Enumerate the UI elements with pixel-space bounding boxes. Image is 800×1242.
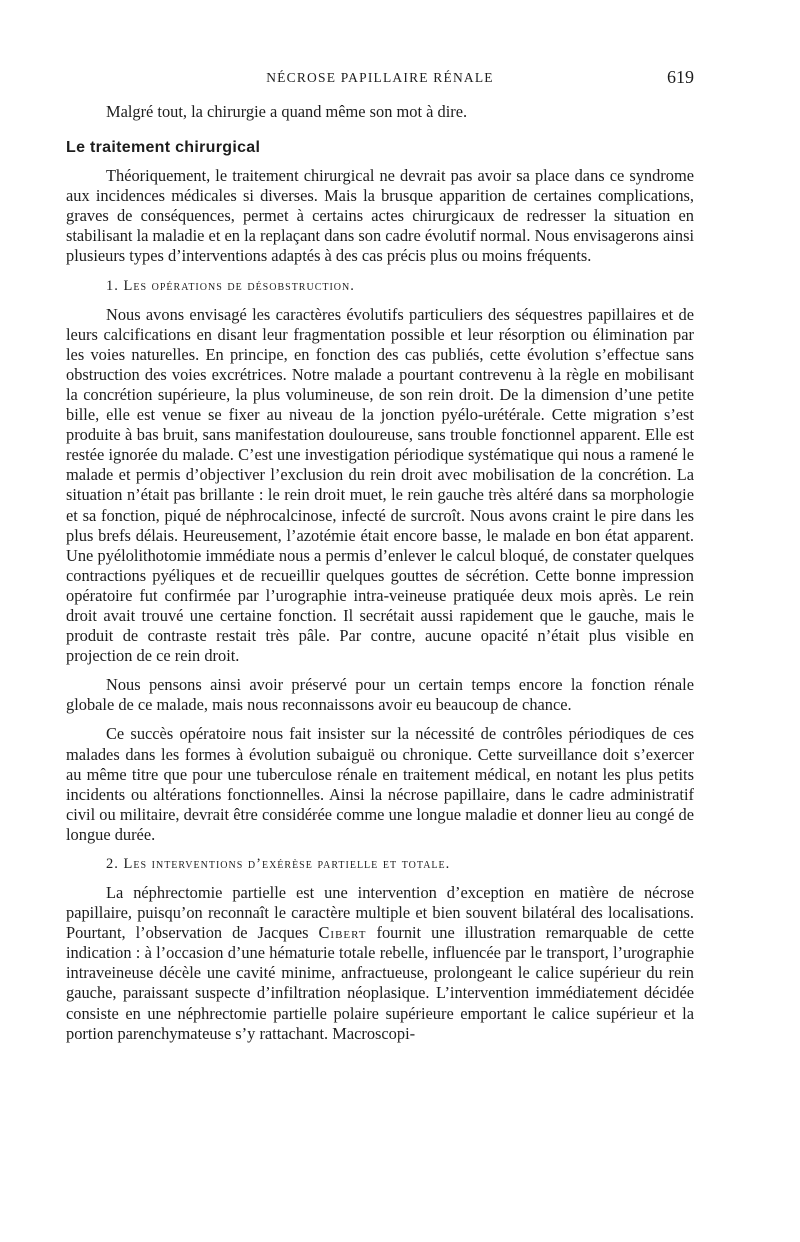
- author-name: Cibert: [318, 923, 367, 943]
- subsection-1-title: 1. Les opérations de désobstruction.: [106, 277, 355, 294]
- section-title: Le traitement chirurgical: [66, 139, 261, 157]
- page-number: 619: [667, 67, 694, 87]
- subsection-1-paragraph-3: Ce succès opératoire nous fait insister sur la nécessité de contrôles périodiques de ces malades dans les formes à évolution subaiguë ou chronique. Cette surveillance doit s’exercer au même titre que pour une tuberculose rénale en traitement médical, en notant les plus petits incidents ou altérations fonctionnelles. Ainsi la nécrose papillaire, dans le cadre administratif civil ou militaire, devrait être considérée comme une longue maladie et donner lieu au congé de longue durée.: [66, 724, 694, 844]
- paragraph-text-end: fournit une illustration remarquable de cette indication : à l’occasion d’une hématurie totale rebelle, influencée par le transport, l’urographie intraveineuse décèle une cavité minime, anfractueuse, prolongeant le calice supérieur du rein gauche, paraissant suspecte d’infiltration néoplasique. L’intervention immédiatement décidée consiste en une néphrectomie partielle polaire supérieure emportant le calice supérieur et la portion parenchymateuse s’y rattachant. Macroscopi-: [66, 923, 694, 1043]
- subsection-2-title: 2. Les interventions d’exérèse partielle et totale.: [106, 856, 451, 872]
- paragraph-text-start: La néphrectomie partielle est une intervention d’exception en matière de nécrose papillaire, puisqu’on reconnaît le caractère multiple et bien souvent bilatéral des localisations. Pourtant, l’observation de Jacques: [66, 883, 694, 943]
- opening-line: Malgré tout, la chirurgie a quand même son mot à dire.: [106, 102, 468, 121]
- subsection-1-paragraph-2: Nous pensons ainsi avoir préservé pour un certain temps encore la fonction rénale globale de ce malade, mais nous reconnaissons avoir eu beaucoup de chance.: [66, 675, 694, 715]
- running-title: NÉCROSE PAPILLAIRE RÉNALE: [266, 70, 494, 85]
- page-body: [66, 102, 694, 1044]
- subsection-2-paragraph-1: [66, 883, 694, 1044]
- subsection-1-paragraph-1: Nous avons envisagé les caractères évolutifs particuliers des séquestres papillaires et de leurs calcifications en disant leur fragmentation possible et leur résorption ou élimination par les voies naturelles. En principe, en fonction des cas publiés, cette évolution s’effectue sans obstruction des voies excrétrices. Notre malade a pourtant contrevenu à la règle en mobilisant la concrétion supérieure, la plus volumineuse, de son rein droit. De la dimension d’une petite bille, elle est venue se fixer au niveau de la jonction pyélo-urétérale. Cette migration s’est produite à bas bruit, sans manifestation douloureuse, sans trouble fonctionnel apparent. Elle est restée ignorée du malade. C’est une investigation périodique systématique qui nous a ramené le malade et permis d’objectiver l’exclusion du rein droit avec mobilisation de la concrétion. La situation n’était pas brillante : le rein droit muet, le rein gauche très altéré dans sa morphologie et sa fonction, piqué de néphrocalcinose, infecté de surcroît. Nous avons craint le pire dans les plus brefs délais. Heureusement, l’azotémie était encore basse, le malade en bon état apparent. Une pyélolithotomie immédiate nous a permis d’enlever le calcul bloqué, de constater quelques contractions pyéliques et de recueillir quelques gouttes de sécrétion. Cette bonne impression opératoire fut confirmée par l’urographie intra-veineuse pratiquée deux mois après. Le rein droit avait trouvé une certaine fonction. Il secrétait aussi rapidement que le gauche, mais le produit de contraste restait très pâle. Par contre, aucune opacité n’était plus visible en projection de ce rein droit.: [66, 304, 694, 666]
- intro-paragraph: Théoriquement, le traitement chirurgical ne devrait pas avoir sa place dans ce syndrome aux incidences médicales si diverses. Mais la brusque apparition de certaines complications, graves de conséquences, permet à certains actes chirurgicaux de redresser la situation en stabilisant la maladie et en la replaçant dans son cadre évolutif normal. Nous envisagerons ainsi plusieurs types d’interventions adaptés à des cas précis plus ou moins fréquents.: [66, 166, 694, 266]
